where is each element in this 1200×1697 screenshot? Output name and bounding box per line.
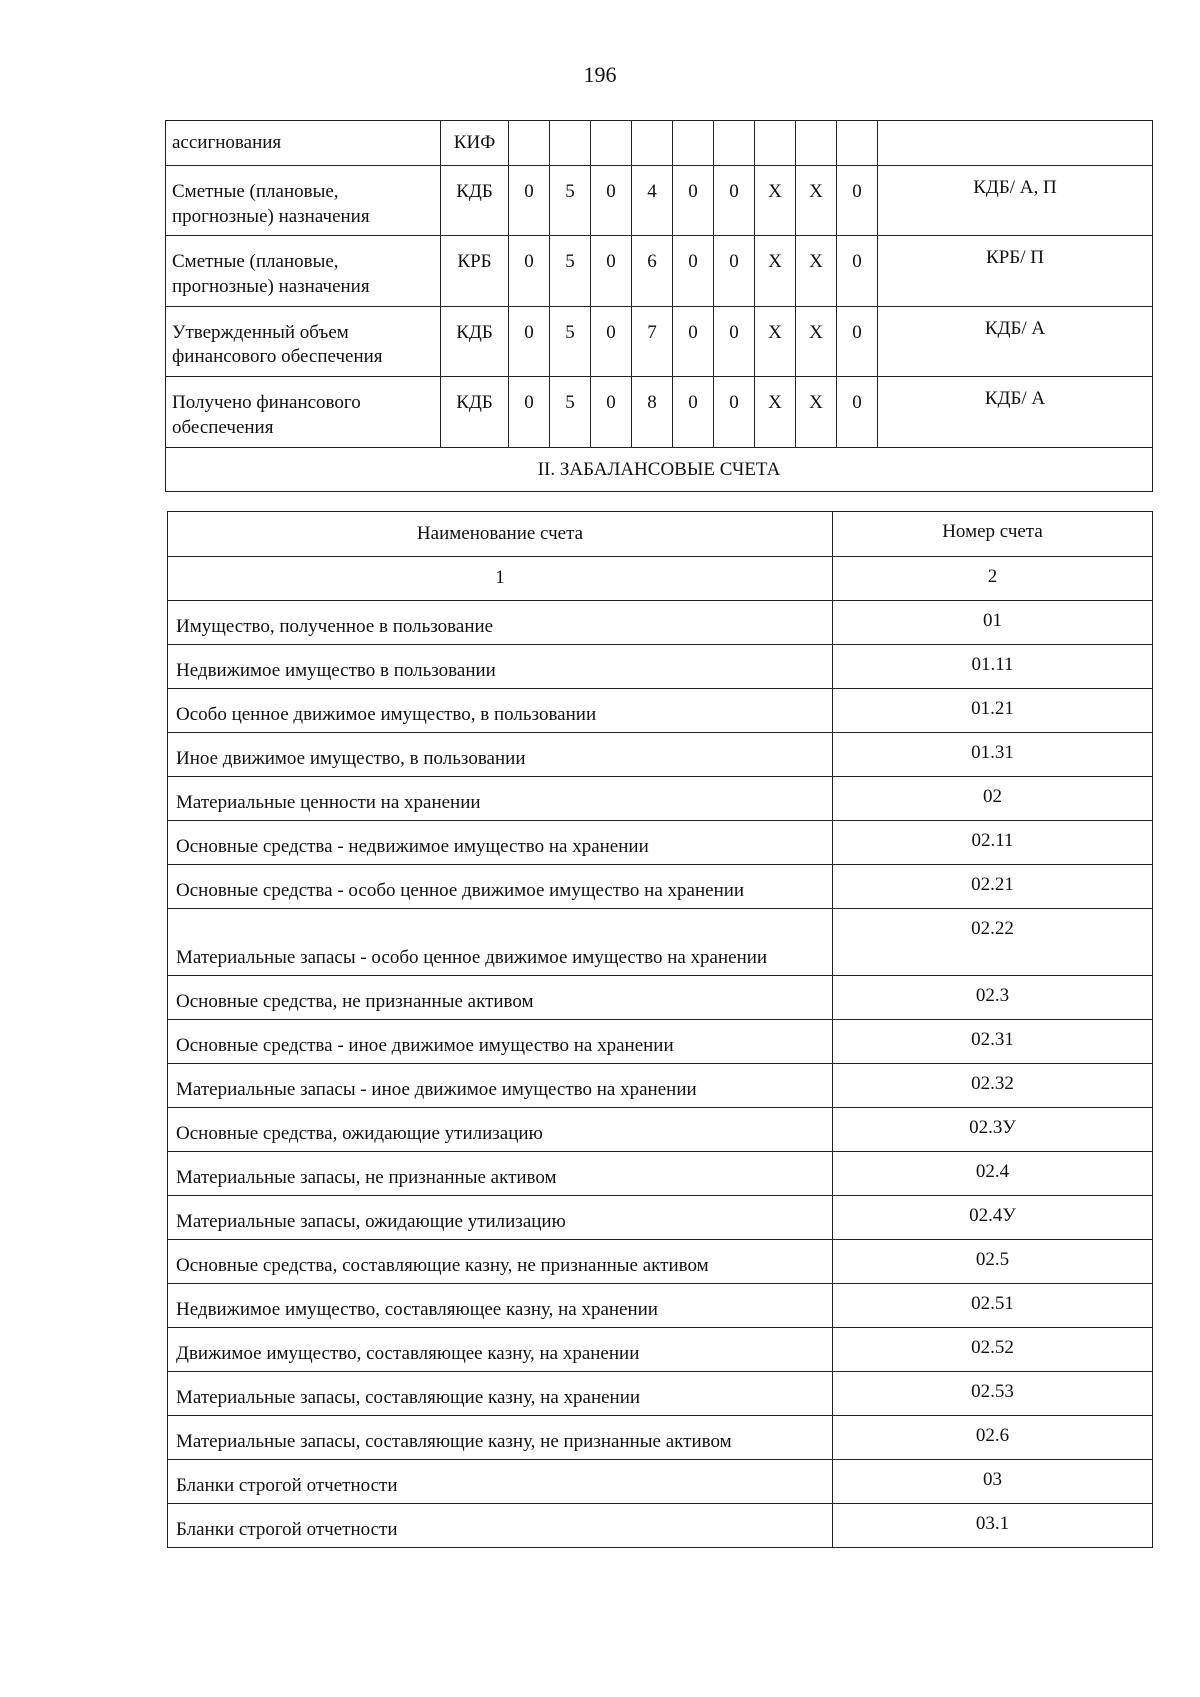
account-number: 02.52 xyxy=(833,1328,1153,1372)
table-row xyxy=(168,1020,1153,1064)
account-digit: 0 xyxy=(673,236,714,306)
account-type: КДБ/ А, П xyxy=(878,166,1153,236)
header-account-number: Номер счета xyxy=(833,512,1153,557)
account-name: Материальные запасы, не признанные активом xyxy=(168,1152,833,1196)
account-digit xyxy=(591,121,632,166)
account-number: 02.21 xyxy=(833,865,1153,909)
account-digit: X xyxy=(796,306,837,376)
column-index-number: 2 xyxy=(833,557,1153,601)
offbalance-accounts-table xyxy=(167,511,1153,1548)
account-name: Материальные запасы, составляющие казну, не признанные активом xyxy=(168,1416,833,1460)
account-digit: 0 xyxy=(673,377,714,447)
account-digit: 0 xyxy=(591,306,632,376)
header-account-name: Наименование счета xyxy=(168,512,833,557)
table-row xyxy=(168,976,1153,1020)
account-number: 01 xyxy=(833,601,1153,645)
account-digit xyxy=(796,121,837,166)
account-code: КРБ xyxy=(441,236,509,306)
account-name: Недвижимое имущество в пользовании xyxy=(168,645,833,689)
account-digit: 0 xyxy=(509,377,550,447)
account-digit: X xyxy=(796,236,837,306)
table-row xyxy=(168,1504,1153,1548)
account-code: КИФ xyxy=(441,121,509,166)
account-name: Материальные ценности на хранении xyxy=(168,777,833,821)
table-row xyxy=(168,865,1153,909)
account-digit xyxy=(837,121,878,166)
table-row xyxy=(168,1108,1153,1152)
account-name: Материальные запасы - особо ценное движимое имущество на хранении xyxy=(168,909,833,976)
page-number: 196 xyxy=(583,62,617,87)
account-digit: 0 xyxy=(673,306,714,376)
table-row xyxy=(168,1196,1153,1240)
account-number: 01.31 xyxy=(833,733,1153,777)
account-digit: 0 xyxy=(591,377,632,447)
table-row xyxy=(168,1460,1153,1504)
account-name: Имущество, полученное в пользование xyxy=(168,601,833,645)
account-digit xyxy=(550,121,591,166)
budget-row xyxy=(166,306,1153,376)
account-code: КДБ xyxy=(441,166,509,236)
account-digit: 5 xyxy=(550,166,591,236)
account-digit: X xyxy=(755,236,796,306)
account-name: Особо ценное движимое имущество, в пользовании xyxy=(168,689,833,733)
account-digit: X xyxy=(796,377,837,447)
budget-row xyxy=(166,166,1153,236)
account-number: 02.51 xyxy=(833,1284,1153,1328)
account-code: КДБ xyxy=(441,377,509,447)
account-type: КРБ/ П xyxy=(878,236,1153,306)
table-row xyxy=(168,1240,1153,1284)
account-digit: 5 xyxy=(550,377,591,447)
account-number: 02.22 xyxy=(833,909,1153,976)
account-type: КДБ/ А xyxy=(878,377,1153,447)
table-row xyxy=(168,601,1153,645)
account-name: Основные средства - недвижимое имущество на хранении xyxy=(168,821,833,865)
account-number: 02.3У xyxy=(833,1108,1153,1152)
account-digit: 0 xyxy=(837,166,878,236)
table-row xyxy=(168,1328,1153,1372)
account-number: 02.4У xyxy=(833,1196,1153,1240)
account-digit xyxy=(714,121,755,166)
account-number: 02.11 xyxy=(833,821,1153,865)
column-index-row xyxy=(168,557,1153,601)
account-type: КДБ/ А xyxy=(878,306,1153,376)
table-row xyxy=(168,821,1153,865)
account-name: Утвержденный объем финансового обеспечения xyxy=(166,306,441,376)
account-digit: X xyxy=(796,166,837,236)
account-digit: 7 xyxy=(632,306,673,376)
account-number: 02.6 xyxy=(833,1416,1153,1460)
account-digit xyxy=(632,121,673,166)
account-digit: 4 xyxy=(632,166,673,236)
account-digit: X xyxy=(755,306,796,376)
account-number: 02.32 xyxy=(833,1064,1153,1108)
account-digit: 0 xyxy=(837,377,878,447)
account-number: 02.53 xyxy=(833,1372,1153,1416)
account-name: Движимое имущество, составляющее казну, на хранении xyxy=(168,1328,833,1372)
account-digit: 0 xyxy=(509,306,550,376)
account-digit: 0 xyxy=(673,166,714,236)
account-name: Бланки строгой отчетности xyxy=(168,1504,833,1548)
account-digit: 5 xyxy=(550,306,591,376)
account-number: 02 xyxy=(833,777,1153,821)
table-row xyxy=(168,1284,1153,1328)
account-name: Иное движимое имущество, в пользовании xyxy=(168,733,833,777)
account-number: 01.11 xyxy=(833,645,1153,689)
account-digit: 0 xyxy=(509,166,550,236)
account-number: 03.1 xyxy=(833,1504,1153,1548)
account-digit: 5 xyxy=(550,236,591,306)
account-name: Материальные запасы - иное движимое имущество на хранении xyxy=(168,1064,833,1108)
budget-row xyxy=(166,377,1153,447)
account-digit: 0 xyxy=(837,236,878,306)
account-number: 02.5 xyxy=(833,1240,1153,1284)
account-digit: 0 xyxy=(714,306,755,376)
account-name: Основные средства, составляющие казну, не признанные активом xyxy=(168,1240,833,1284)
account-name: Сметные (плановые, прогнозные) назначения xyxy=(166,166,441,236)
account-name: Основные средства, ожидающие утилизацию xyxy=(168,1108,833,1152)
account-digit xyxy=(673,121,714,166)
table-header-row xyxy=(168,512,1153,557)
account-number: 02.4 xyxy=(833,1152,1153,1196)
table-row xyxy=(168,1416,1153,1460)
table-row xyxy=(168,733,1153,777)
account-name: Недвижимое имущество, составляющее казну, на хранении xyxy=(168,1284,833,1328)
table-row xyxy=(168,909,1153,976)
account-digit: 0 xyxy=(591,166,632,236)
account-digit: 0 xyxy=(714,166,755,236)
account-name: Сметные (плановые, прогнозные) назначения xyxy=(166,236,441,306)
account-number: 03 xyxy=(833,1460,1153,1504)
account-name: Бланки строгой отчетности xyxy=(168,1460,833,1504)
account-number: 02.3 xyxy=(833,976,1153,1020)
account-digit: X xyxy=(755,166,796,236)
account-digit: 0 xyxy=(837,306,878,376)
table-row xyxy=(168,777,1153,821)
account-digit: X xyxy=(755,377,796,447)
account-digit: 0 xyxy=(714,236,755,306)
account-number: 02.31 xyxy=(833,1020,1153,1064)
budget-row xyxy=(166,236,1153,306)
budget-row xyxy=(166,121,1153,166)
account-type xyxy=(878,121,1153,166)
account-digit xyxy=(509,121,550,166)
account-digit: 6 xyxy=(632,236,673,306)
account-name: Материальные запасы, составляющие казну, на хранении xyxy=(168,1372,833,1416)
account-name: Материальные запасы, ожидающие утилизацию xyxy=(168,1196,833,1240)
account-number: 01.21 xyxy=(833,689,1153,733)
table-row xyxy=(168,689,1153,733)
account-name: Основные средства - иное движимое имущество на хранении xyxy=(168,1020,833,1064)
column-index-name: 1 xyxy=(168,557,833,601)
account-name: Основные средства, не признанные активом xyxy=(168,976,833,1020)
table-row xyxy=(168,1372,1153,1416)
account-digit: 8 xyxy=(632,377,673,447)
account-name: ассигнования xyxy=(166,121,441,166)
account-name: Получено финансового обеспечения xyxy=(166,377,441,447)
table-row xyxy=(168,645,1153,689)
account-digit: 0 xyxy=(509,236,550,306)
account-digit: 0 xyxy=(591,236,632,306)
account-digit: 0 xyxy=(714,377,755,447)
section-title: II. ЗАБАЛАНСОВЫЕ СЧЕТА xyxy=(166,447,1153,491)
account-name: Основные средства - особо ценное движимое имущество на хранении xyxy=(168,865,833,909)
account-digit xyxy=(755,121,796,166)
table-row xyxy=(168,1152,1153,1196)
account-code: КДБ xyxy=(441,306,509,376)
section-row xyxy=(166,447,1153,491)
budget-accounts-table xyxy=(165,120,1153,492)
table-row xyxy=(168,1064,1153,1108)
